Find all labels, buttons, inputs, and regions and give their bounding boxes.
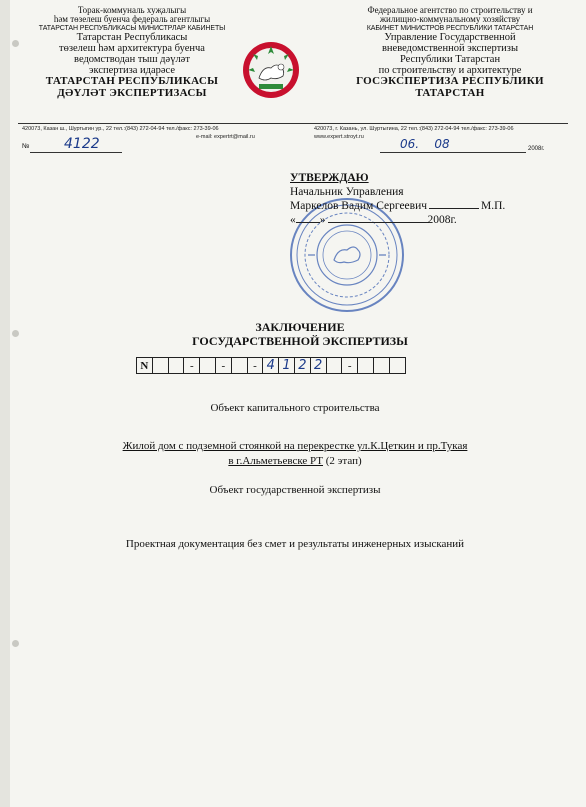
number-cell: - [247,358,263,374]
website-right: www.expert.stroyt.ru [314,134,364,140]
reg-number-prefix: № [22,143,30,150]
punch-hole [12,640,19,647]
expertise-number-table [136,357,406,374]
email-left: e-mail: expertrt@mail.ru [196,134,255,140]
date-day-line [296,222,320,223]
expertise-object-label: Объект государственной экспертизы [209,484,381,496]
capital-object-line2-row [60,455,530,467]
header-right-line: вневедомственной экспертизы [381,43,519,55]
document-title-line2: ГОСУДАРСТВЕННОЙ ЭКСПЕРТИЗЫ [192,334,408,348]
header-right-line: Федеральное агентство по строительству и [367,5,533,15]
number-cell [231,358,247,374]
date-month-line [328,222,428,223]
header-left-line: ведомстводан тыш дәүләт [74,54,190,66]
header-right-line: Управление Государственной [384,32,516,44]
header-left-line: ТАТАРСТАН РЕСПУБЛИКАСЫ МИНИСТРЛАР КАБИНЕТЫ [38,24,226,32]
punch-hole [12,40,19,47]
number-cell [200,358,216,374]
header-left [22,6,242,99]
expertise-object-value: Проектная документация без смет и результаты инженерных изысканий [125,538,465,550]
header-left-line: төзелеш һәм архитектура буенча [59,43,205,55]
header-divider [18,123,568,124]
number-cell: 2 [294,358,310,374]
header-left-line: Торак-коммуналь хуҗалыгы [77,5,187,15]
header-right-line: КАБИНЕТ МИНИСТРОВ РЕСПУБЛИКИ ТАТАРСТАН [366,24,534,32]
number-cell: 1 [279,358,295,374]
number-cell [326,358,342,374]
header-right-line: ГОСЭКСПЕРТИЗА РЕСПУБЛИКИ [356,75,544,88]
number-cell: N [137,358,153,374]
date-quote-open: « [290,214,296,227]
reg-number-handwritten: 4122 [64,136,100,152]
number-cell: - [184,358,200,374]
header-right-line: по строительству и архитектуре [378,65,522,77]
reg-year: 2008г. [528,146,545,152]
header-left-line: Татарстан Республикасы [76,32,188,44]
number-cell [152,358,168,374]
header-right [340,6,560,99]
tatarstan-emblem-icon [241,40,301,100]
header-left-line: ТАТАРСТАН РЕСПУБЛИКАСЫ [45,75,219,88]
number-cell: - [342,358,358,374]
number-cell: 4 [263,358,279,374]
reg-date-line [380,152,526,153]
capital-object-line1: Жилой дом с подземной стоянкой на перекрестке ул.К.Цеткин и пр.Тукая [122,440,468,452]
header-left-line: ДӘҮЛӘТ ЭКСПЕРТИЗАСЫ [57,86,207,99]
approval-date-row [290,213,505,227]
capital-object-label: Объект капитального строительства [210,402,380,414]
approver-name: Маркелов Вадим Сергеевич [290,200,428,213]
approval-title: УТВЕРЖДАЮ [290,172,369,184]
punch-hole [12,330,19,337]
approval-signature-row [290,199,505,213]
header-right-line: ТАТАРСТАН [415,86,485,99]
address-right: 420073, г. Казань, ул. Шуртыгина, 22 тел.:(843) 272-04-94 тел./факс: 273-39-06 [314,126,514,132]
number-cell: - [215,358,231,374]
approval-block [290,171,505,227]
capital-object-line2: в г.Альметьевске РТ [228,455,324,467]
approval-position: Начальник Управления [290,186,404,199]
header-left-line: һәм төзелеш буенча федераль агентлыгы [53,14,211,25]
capital-object-stage: (2 этап) [325,455,362,467]
address-left: 420073, Казан ш., Шуртыгин ур., 22 тел.:(843) 272-04-94 тел./факс: 273-39-06 [22,126,219,132]
number-cell [389,358,405,374]
header-right-line: жилищно-коммунальному хозяйству [379,14,521,25]
number-cell [358,358,374,374]
seal-mark: М.П. [481,200,506,213]
signature-line [429,208,479,209]
header-left-line: экспертиза идарәсе [88,65,176,77]
binding-edge [0,0,10,807]
number-cell: 2 [310,358,326,374]
reg-number-line [30,152,122,153]
document-title-line1: ЗАКЛЮЧЕНИЕ [255,320,345,334]
approval-year: 2008г. [427,214,457,227]
header-right-line: Республики Татарстан [399,54,501,66]
number-cell [168,358,184,374]
date-quote-close: » [319,214,326,227]
number-cell [373,358,389,374]
reg-date-handwritten: 06. 08 [400,137,450,151]
